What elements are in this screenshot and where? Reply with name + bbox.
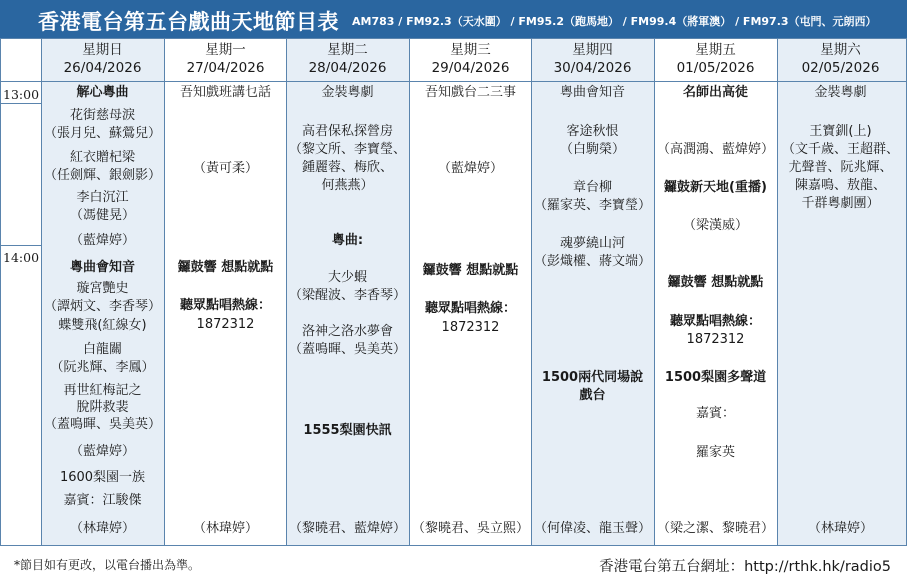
hotline-number: 1872312: [196, 317, 255, 332]
grid-line: [0, 81, 907, 82]
program-title: 金裝粵劇: [321, 85, 374, 100]
guest-name: 羅家英: [695, 445, 735, 460]
performer-list: （彭熾權、蔣文端）: [533, 254, 651, 269]
hotline-number: 1872312: [441, 320, 500, 335]
day-date: 26/04/2026: [63, 60, 142, 76]
performer-list: （梁醒波、李香琴）: [288, 288, 406, 303]
performer-list: （羅家英、李寶瑩）: [533, 198, 651, 213]
song-title: 大少蝦: [327, 270, 367, 285]
song-title: 高君保私探營房: [301, 124, 393, 139]
host-name: （黎曉君、吳立熙）: [411, 521, 529, 536]
hotline-number: 1872312: [686, 332, 745, 347]
program-title: 金裝粵劇: [814, 85, 867, 100]
host-name: （梁漢威）: [682, 218, 748, 233]
day-header-sun: [43, 41, 162, 77]
host-name: （黃可柔）: [192, 161, 258, 176]
grid-line: [164, 38, 165, 546]
performer-list: （張月兒、蘇鶯兒）: [43, 126, 161, 141]
song-title: 璇宮艷史: [76, 281, 129, 296]
grid-line: [286, 38, 287, 546]
frequency-list: AM783 / FM92.3（天水圍） / FM95.2（跑馬地） / FM99.4（將軍澳） / FM97.3（屯門、元朗西）: [352, 15, 877, 28]
day-date: 27/04/2026: [186, 60, 265, 76]
program-title: 鑼鼓新天地(重播): [664, 180, 767, 195]
performer-list: （蓋鳴暉、吳美英）: [43, 417, 161, 432]
column-shade: [531, 38, 654, 546]
day-header-fri: [656, 41, 775, 77]
day-date: 01/05/2026: [676, 60, 755, 76]
host-name: （藍煒婷）: [69, 444, 135, 459]
day-date: 02/05/2026: [801, 60, 880, 76]
song-title: 王寶釧(上): [809, 124, 872, 139]
performer-list: （譚炳文、李香琴）: [43, 299, 161, 314]
day-header-thu: [533, 41, 652, 77]
host-name: （林瑋婷）: [69, 521, 135, 536]
day-header-mon: [166, 41, 285, 77]
host-name: （高潤鴻、藍煒婷）: [656, 142, 774, 157]
program-title: 1600梨園一族: [59, 470, 146, 485]
day-date: 30/04/2026: [553, 60, 632, 76]
time-tick: [0, 103, 41, 104]
program-title: 吾知戲班講乜話: [179, 85, 271, 100]
song-title: 李白沉江: [76, 190, 129, 205]
column-shade: [777, 38, 907, 546]
hotline-label: 聽眾點唱熱線：: [179, 298, 271, 313]
host-name: （何偉凌、龍玉聲）: [533, 521, 651, 536]
grid-line: [0, 38, 907, 39]
song-title: 脫阱救裴: [76, 400, 129, 415]
song-title: 再世紅梅記之: [63, 383, 142, 398]
grid-line: [41, 38, 42, 546]
guest-label: 嘉賓：: [695, 406, 735, 421]
host-name: （林瑋婷）: [192, 521, 258, 536]
performer-list: （蓋鳴暉、吳美英）: [288, 342, 406, 357]
day-name: 星期二: [327, 42, 368, 58]
section-label: 粵曲:: [331, 233, 364, 248]
program-title: 鑼鼓響 想點就點: [422, 263, 519, 278]
day-name: 星期一: [205, 42, 246, 58]
hotline-label: 聽眾點唱熱線：: [669, 314, 761, 329]
day-date: 28/04/2026: [308, 60, 387, 76]
program-title: 1500梨園多聲道: [664, 370, 767, 385]
day-date: 29/04/2026: [431, 60, 510, 76]
performer-list: 尤聲普、阮兆輝、: [788, 160, 893, 175]
host-name: （黎曉君、藍煒婷）: [288, 521, 406, 536]
program-title: 吾知戲台二三事: [424, 85, 516, 100]
host-name: （林瑋婷）: [807, 521, 873, 536]
performer-list: 千群粵劇團）: [801, 196, 880, 211]
day-name: 星期六: [820, 42, 861, 58]
grid-line: [531, 38, 532, 546]
performer-list: （馮健晃）: [69, 208, 135, 223]
performer-list: （文千歲、王超群、: [781, 142, 899, 157]
time-tick: [0, 245, 41, 246]
program-title: 鑼鼓響 想點就點: [667, 275, 764, 290]
host-name: （梁之潔、黎曉君）: [656, 521, 774, 536]
performer-list: 何燕燕）: [321, 178, 374, 193]
program-title: 1555梨園快訊: [303, 423, 392, 438]
grid-line: [654, 38, 655, 546]
song-title: 客途秋恨: [566, 124, 619, 139]
time-label-1400: 14:00: [3, 250, 40, 265]
performer-list: （黎文所、李寶瑩、: [288, 142, 406, 157]
song-title: 蝶雙飛(紅線女): [58, 318, 147, 333]
day-name: 星期五: [695, 42, 736, 58]
day-name: 星期三: [450, 42, 491, 58]
performer-list: 鍾麗蓉、梅欣、: [301, 160, 393, 175]
day-name: 星期日: [82, 42, 123, 58]
guest-name: 嘉賓：江駿傑: [63, 493, 142, 508]
website-url: 香港電台第五台網址：http://rthk.hk/radio5: [599, 559, 891, 575]
performer-list: 陳嘉鳴、敖龍、: [794, 178, 886, 193]
header-bar: [0, 0, 907, 38]
host-name: （藍煒婷）: [437, 161, 503, 176]
day-header-wed: [411, 41, 530, 77]
grid-line: [409, 38, 410, 546]
program-title: 1500兩代同場說: [541, 370, 644, 385]
program-title: 鑼鼓響 想點就點: [177, 260, 274, 275]
grid-line: [0, 38, 1, 546]
program-title: 戲台: [579, 388, 606, 403]
program-title: 粵曲會知音: [559, 85, 625, 100]
day-header-tue: [288, 41, 407, 77]
grid-line: [0, 545, 907, 546]
song-title: 洛神之洛水夢會: [301, 324, 393, 339]
hotline-label: 聽眾點唱熱線：: [424, 301, 516, 316]
day-header-sat: [781, 41, 900, 77]
host-name: （藍煒婷）: [69, 233, 135, 248]
program-title: 名師出高徒: [682, 85, 748, 100]
day-name: 星期四: [572, 42, 613, 58]
program-title: 解心粵曲: [76, 85, 129, 100]
page-title: 香港電台第五台戲曲天地節目表: [38, 10, 339, 34]
performer-list: （任劍輝、銀劍影）: [43, 168, 161, 183]
footer-note: *節目如有更改，以電台播出為準。: [14, 558, 201, 572]
performer-list: （阮兆輝、李鳳）: [50, 360, 155, 375]
performer-list: （白駒榮）: [559, 142, 625, 157]
song-title: 白龍關: [82, 342, 122, 357]
song-title: 花街慈母淚: [69, 108, 135, 123]
program-title: 粵曲會知音: [69, 260, 135, 275]
song-title: 紅衣贈杞梁: [69, 150, 135, 165]
song-title: 魂夢繞山河: [559, 236, 625, 251]
song-title: 章台柳: [572, 180, 612, 195]
time-label-1300: 13:00: [3, 87, 40, 102]
grid-line: [777, 38, 778, 546]
schedule-grid: [0, 38, 907, 546]
